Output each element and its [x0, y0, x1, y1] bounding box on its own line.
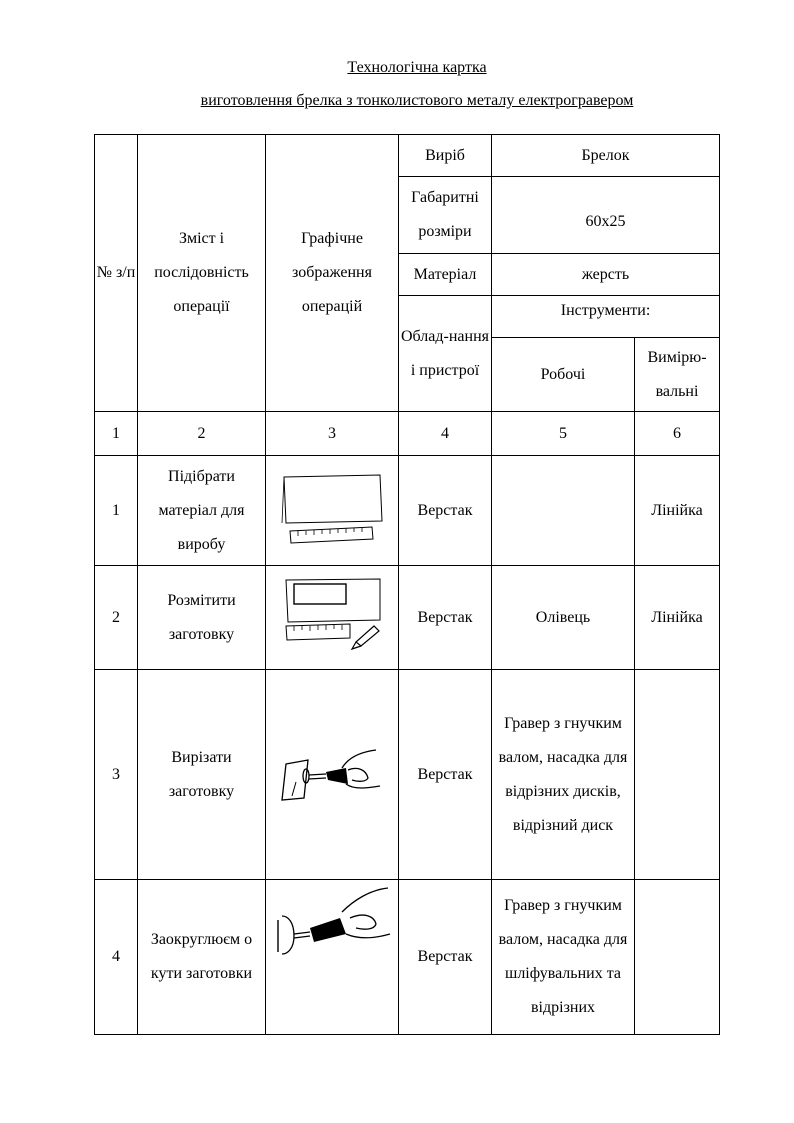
- row-equipment: Верстак: [399, 456, 492, 566]
- row-measuring-tool: Лінійка: [635, 566, 720, 670]
- row-operation: Заокруглюєм о кути заготовки: [138, 880, 266, 1035]
- doc-title: Технологічна картка: [347, 59, 487, 76]
- equipment-label: Облад-нання і пристрої: [399, 296, 492, 412]
- measuring-label: Вимірю-вальні: [635, 338, 720, 412]
- row-measuring-tool: [635, 880, 720, 1035]
- row-working-tool: Олівець: [492, 566, 635, 670]
- doc-subtitle: виготовлення брелка з тонколистового металу електрогравером: [200, 92, 634, 109]
- col-number: 5: [492, 412, 635, 456]
- header-num: № з/п: [95, 135, 138, 412]
- col-number: 1: [95, 412, 138, 456]
- sketch-cutting: [266, 670, 399, 880]
- table-row: [95, 456, 720, 566]
- row-measuring-tool: Лінійка: [635, 456, 720, 566]
- col-number: 2: [138, 412, 266, 456]
- row-num: 4: [95, 880, 138, 1035]
- row-working-tool: [492, 456, 635, 566]
- row-working-tool: Гравер з гнучким валом, насадка для відрізних дисків, відрізний диск: [492, 670, 635, 880]
- working-label: Робочі: [492, 338, 635, 412]
- table-row: [95, 670, 720, 880]
- row-measuring-tool: [635, 670, 720, 880]
- tech-card-table: [94, 134, 720, 1035]
- sketch-sheet-ruler: [266, 456, 399, 566]
- row-equipment: Верстак: [399, 670, 492, 880]
- sketch-rounding: [266, 880, 399, 1035]
- col-number: 4: [399, 412, 492, 456]
- header-content: Зміст і послідовність операції: [138, 135, 266, 412]
- sketch-marking: [266, 566, 399, 670]
- row-operation: Підібрати матеріал для виробу: [138, 456, 266, 566]
- col-number: 3: [266, 412, 399, 456]
- header-graphic: Графічне зображення операцій: [266, 135, 399, 412]
- product-label: Виріб: [399, 135, 492, 177]
- material-label: Матеріал: [399, 254, 492, 296]
- col-number: 6: [635, 412, 720, 456]
- row-equipment: Верстак: [399, 880, 492, 1035]
- size-value: 60x25: [492, 177, 720, 254]
- row-equipment: Верстак: [399, 566, 492, 670]
- table-row: [95, 566, 720, 670]
- row-working-tool: Гравер з гнучким валом, насадка для шліфувальних та відрізних: [492, 880, 635, 1035]
- row-operation: Вирізати заготовку: [138, 670, 266, 880]
- tools-label: Інструменти:: [492, 296, 720, 338]
- row-num: 3: [95, 670, 138, 880]
- row-num: 2: [95, 566, 138, 670]
- material-value: жерсть: [492, 254, 720, 296]
- size-label: Габаритні розміри: [399, 177, 492, 254]
- row-operation: Розмітити заготовку: [138, 566, 266, 670]
- product-value: Брелок: [492, 135, 720, 177]
- table-row: [95, 880, 720, 1035]
- row-num: 1: [95, 456, 138, 566]
